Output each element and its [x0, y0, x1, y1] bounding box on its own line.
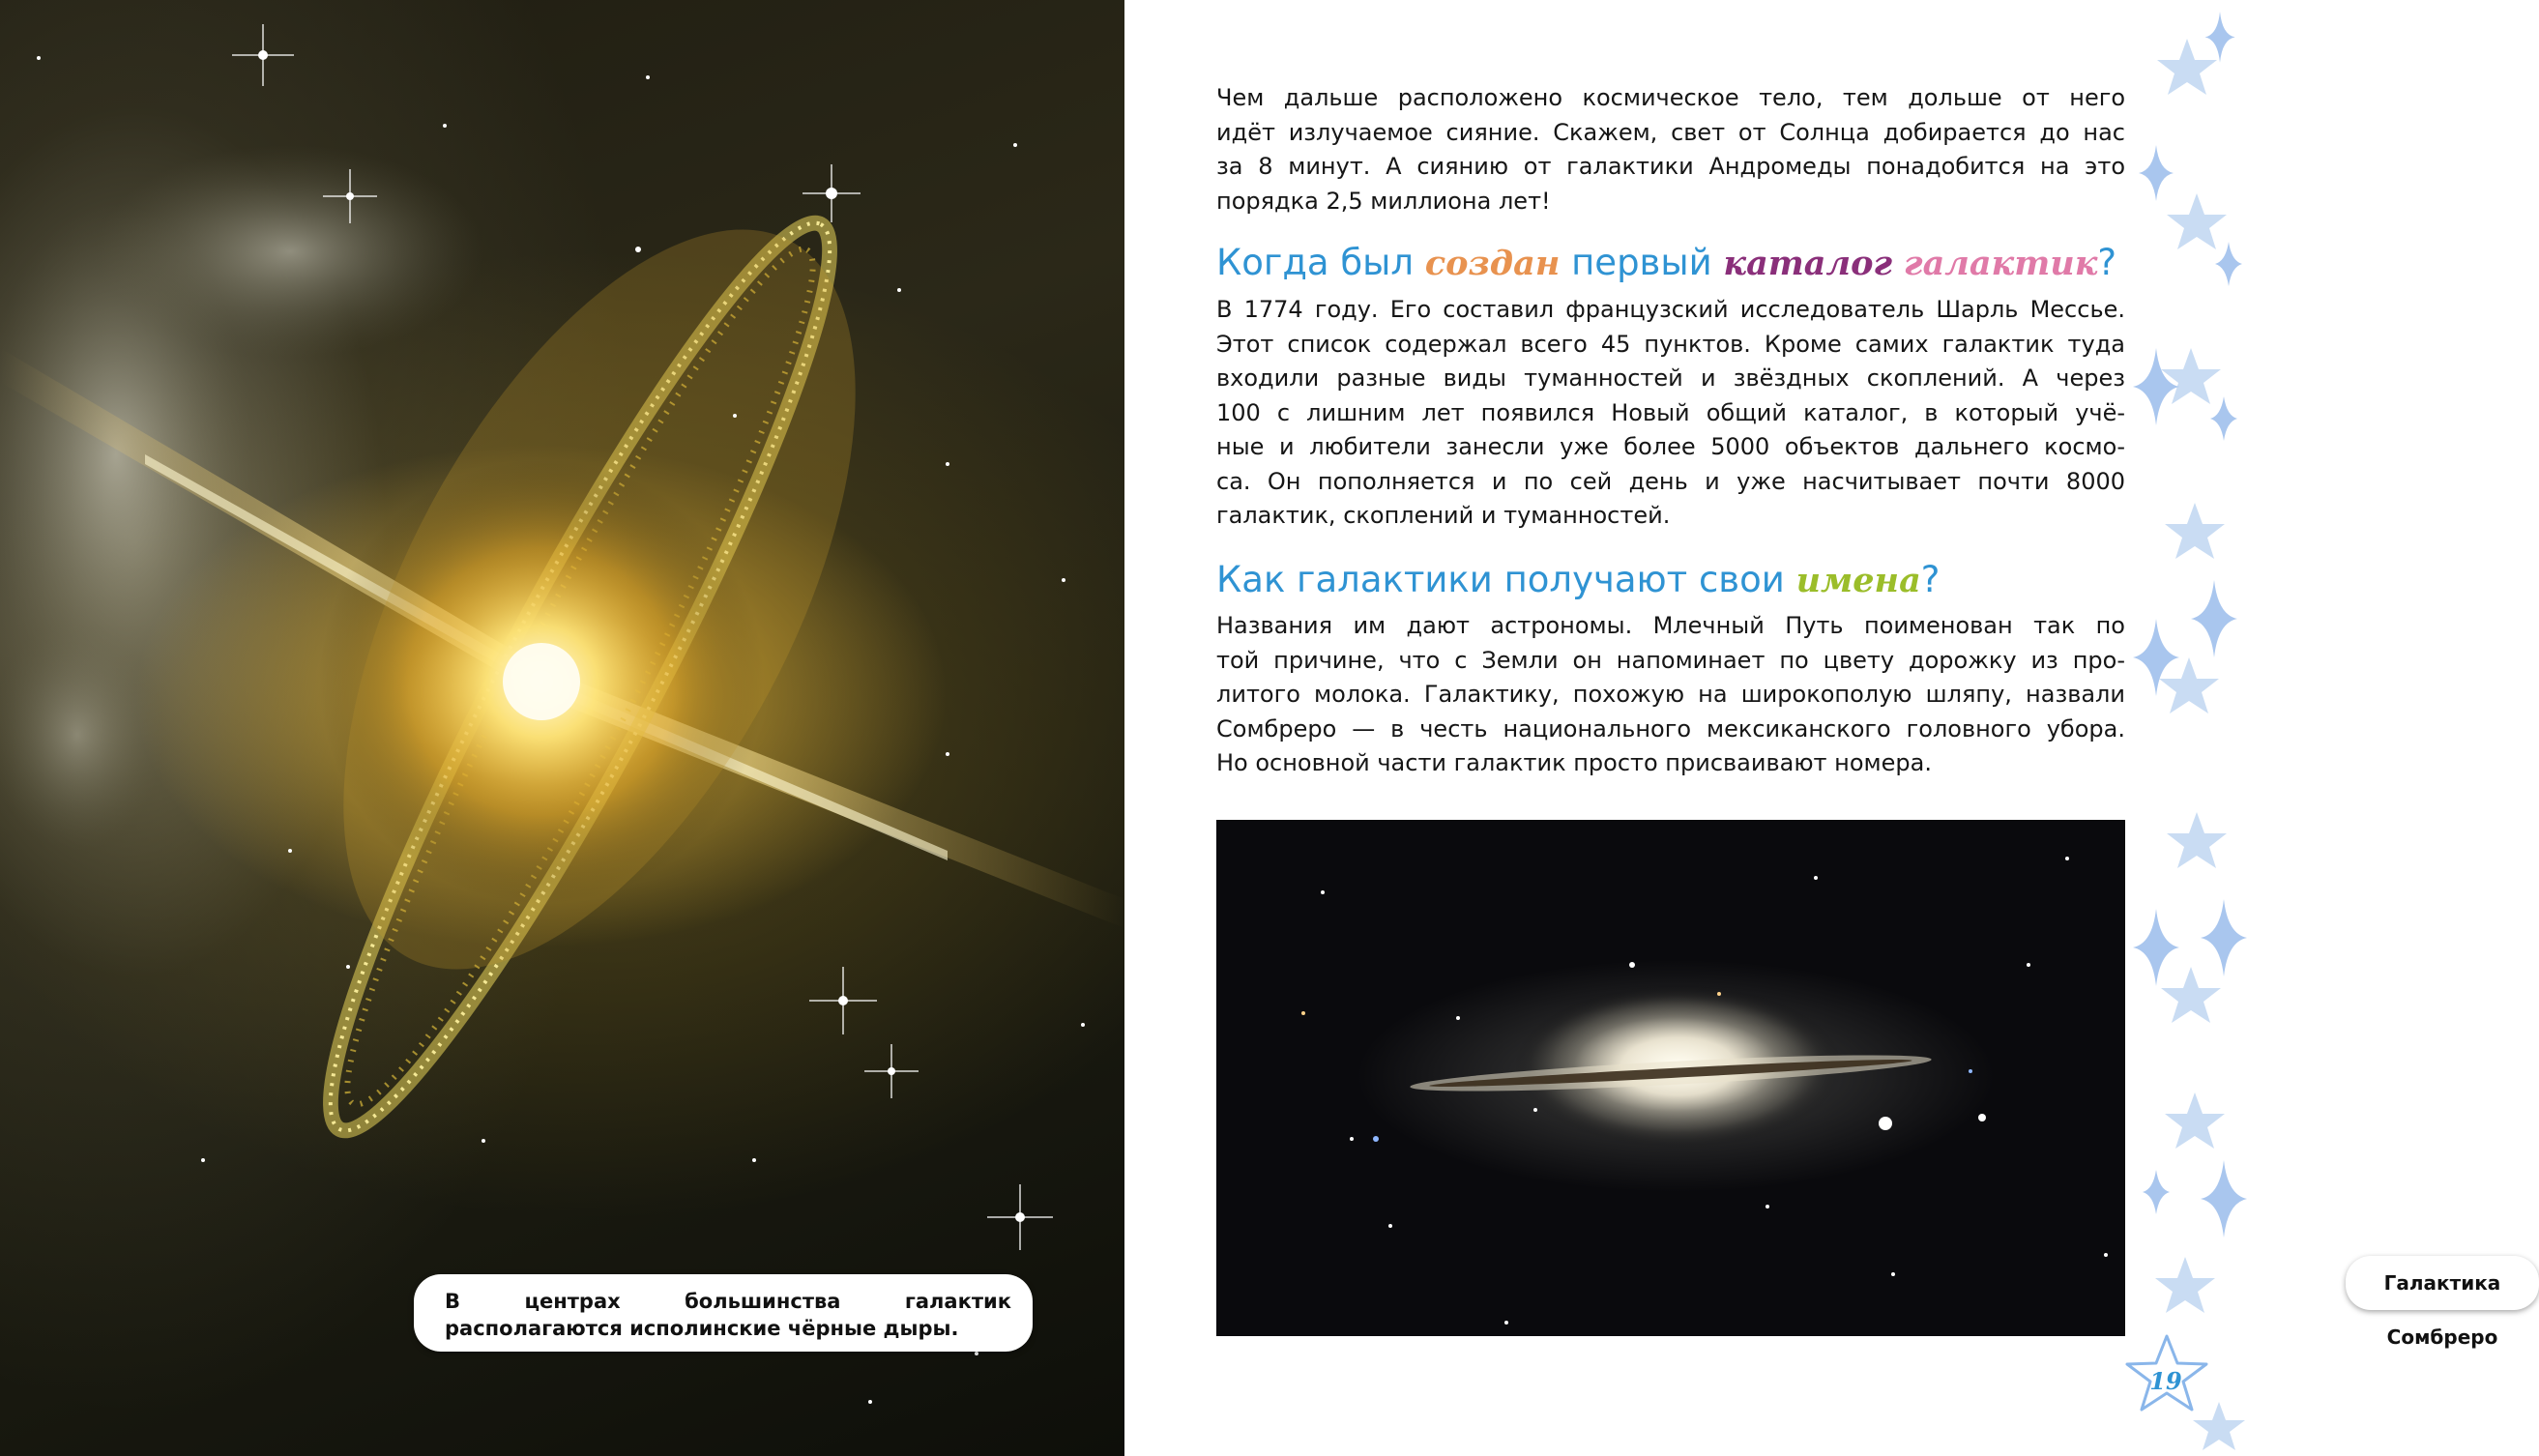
heading-word-catalog: каталог: [1723, 244, 1893, 283]
paragraph-line: за 8 минут. А сиянию от галактики Андромеды понадобится на это: [1216, 153, 2125, 180]
heading-word-galaxies: галактик: [1903, 244, 2098, 283]
names-paragraph: [1216, 609, 2125, 781]
paragraph-line: галактик, скоплений и туманностей.: [1216, 502, 1671, 529]
star-border-decoration: [2127, 0, 2250, 1456]
paragraph-line: са. Он пополняется и по сей день и уже насчитывает почти 8000: [1216, 467, 2125, 495]
catalog-paragraph: [1216, 293, 2125, 534]
galaxy-illustration: [0, 0, 1124, 1456]
paragraph-line: Названия им дают астрономы. Млечный Путь поименован так по: [1216, 612, 2125, 639]
sombrero-galaxy-photo: [1216, 820, 2125, 1336]
paragraph-line: Но основной части галактик просто присваивают номера.: [1216, 749, 1932, 776]
heading-word-created: создан: [1424, 244, 1561, 283]
paragraph-line: той причине, что с Земли он напоминает по цвету дорожку из про-: [1216, 646, 2125, 674]
galaxy-caption: В центрах большинства галактик располагаются исполинские чёрные дыры.: [414, 1274, 1033, 1352]
paragraph-line: идёт излучаемое сияние. Скажем, свет от Солнца добирается до нас: [1216, 118, 2125, 146]
paragraph-line: входили разные виды туманностей и звёздных скоплений. А через: [1216, 364, 2125, 392]
heading-word: Как галактики получают свои: [1216, 559, 1785, 600]
heading-word: первый: [1571, 242, 1712, 283]
paragraph-line: литого молока. Галактику, похожую на широкополую шляпу, назвали: [1216, 681, 2125, 708]
heading-question-mark: ?: [2097, 242, 2117, 283]
paragraph-line: Этот список содержал всего 45 пунктов. Кроме самих галактик туда: [1216, 330, 2125, 358]
paragraph-line: Чем дальше расположено космическое тело, тем дольше от него: [1216, 84, 2125, 111]
text-page: [1124, 0, 2501, 1456]
photo-caption: Галактика Сомбреро: [2346, 1256, 2539, 1310]
intro-paragraph: [1216, 81, 2125, 218]
paragraph-line: 100 с лишним лет появился Новый общий каталог, в который учё-: [1216, 398, 2125, 426]
paragraph-line: ные и любители занесли уже более 5000 объектов дальнего космо-: [1216, 433, 2125, 460]
heading-word-names: имена: [1795, 561, 1921, 600]
paragraph-line: В 1774 году. Его составил французский исследователь Шарль Мессье.: [1216, 296, 2125, 323]
page-number: 19: [2149, 1367, 2182, 1395]
section-heading-catalog: [1216, 242, 2145, 283]
paragraph-line: Сомбреро — в честь национального мексиканского головного убора.: [1216, 714, 2125, 743]
sombrero-galaxy-image: [1216, 820, 2125, 1336]
paragraph-line: порядка 2,5 миллиона лет!: [1216, 187, 1551, 215]
galaxy-artwork: [0, 0, 1124, 1456]
heading-question-mark: ?: [1920, 559, 1941, 600]
section-heading-names: [1216, 559, 2145, 600]
heading-word: Когда был: [1216, 242, 1415, 283]
